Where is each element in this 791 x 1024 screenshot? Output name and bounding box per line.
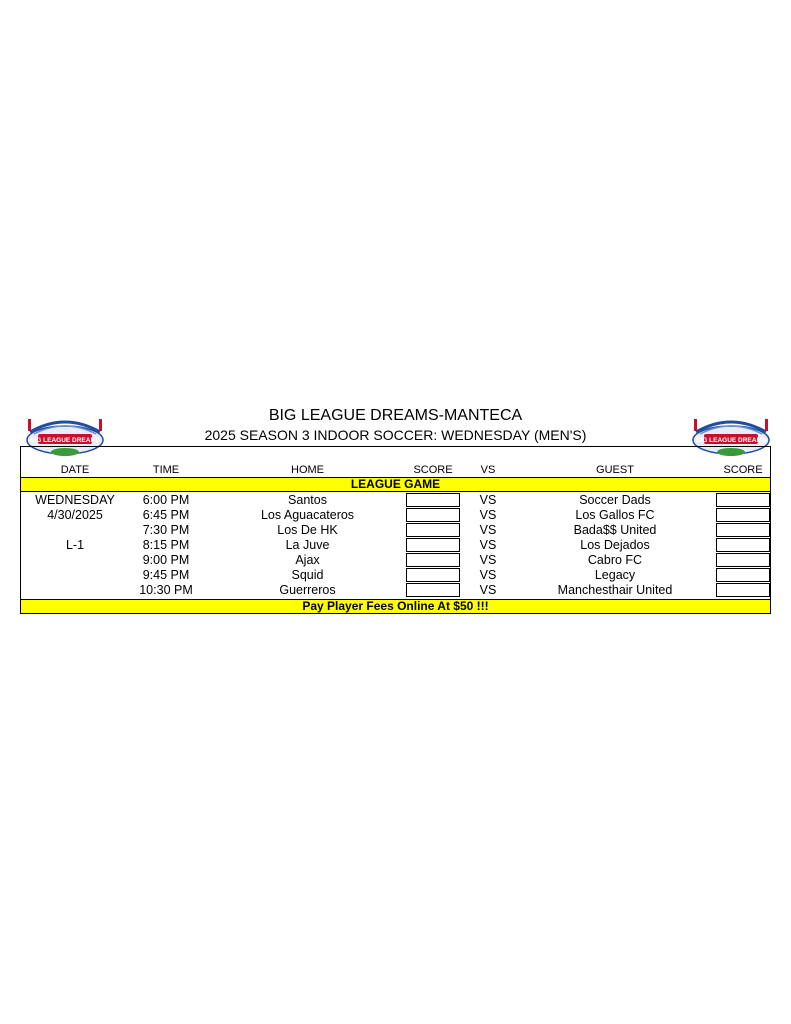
col-header-home-score: SCORE [413, 464, 453, 476]
col-header-time: TIME [152, 464, 180, 476]
home-score-box[interactable] [406, 538, 460, 552]
guest-team: Cabro FC [587, 553, 643, 567]
game-time: 9:45 PM [142, 568, 190, 582]
vs-label: VS [479, 583, 497, 597]
home-score-box[interactable] [406, 508, 460, 522]
game-time: 6:45 PM [142, 508, 190, 522]
vs-label: VS [479, 493, 497, 507]
vs-label: VS [479, 508, 497, 522]
home-team: Ajax [295, 553, 320, 567]
home-score-box[interactable] [406, 583, 460, 597]
game-time: 9:00 PM [142, 553, 190, 567]
guest-score-box[interactable] [716, 568, 770, 582]
field-label: L-1 [65, 538, 85, 552]
vs-label: VS [479, 568, 497, 582]
guest-score-box[interactable] [716, 553, 770, 567]
home-score-box[interactable] [406, 568, 460, 582]
guest-score-box[interactable] [716, 583, 770, 597]
guest-team: Soccer Dads [579, 493, 651, 507]
vs-label: VS [479, 538, 497, 552]
guest-score-box[interactable] [716, 508, 770, 522]
vs-label: VS [479, 523, 497, 537]
home-team: Santos [288, 493, 327, 507]
vs-label: VS [479, 553, 497, 567]
date-day: WEDNESDAY [35, 493, 115, 507]
home-team: Guerreros [279, 583, 336, 597]
col-header-date: DATE [60, 464, 90, 476]
section-label-league-game: LEAGUE GAME [21, 477, 770, 492]
home-score-box[interactable] [406, 523, 460, 537]
col-header-guest: GUEST [596, 464, 634, 476]
home-score-box[interactable] [406, 553, 460, 567]
guest-team: Legacy [594, 568, 636, 582]
home-team: La Juve [285, 538, 330, 552]
col-header-home: HOME [291, 464, 324, 476]
page-title: BIG LEAGUE DREAMS-MANTECA [268, 407, 523, 424]
guest-score-box[interactable] [716, 493, 770, 507]
guest-team: Bada$$ United [573, 523, 657, 537]
guest-team: Los Dejados [580, 538, 650, 552]
home-team: Los Aguacateros [260, 508, 355, 522]
game-time: 8:15 PM [142, 538, 190, 552]
home-team: Squid [291, 568, 324, 582]
footer-notice: Pay Player Fees Online At $50 !!! [21, 599, 770, 614]
guest-team: Los Gallos FC [575, 508, 655, 522]
guest-score-box[interactable] [716, 538, 770, 552]
home-score-box[interactable] [406, 493, 460, 507]
col-header-guest-score: SCORE [723, 464, 763, 476]
game-time: 6:00 PM [142, 493, 190, 507]
home-team: Los De HK [277, 523, 338, 537]
game-time: 7:30 PM [142, 523, 190, 537]
date-value: 4/30/2025 [47, 508, 103, 522]
game-time: 10:30 PM [139, 583, 193, 597]
svg-text:BIG LEAGUE DREAMS: BIG LEAGUE DREAMS [29, 437, 101, 444]
col-header-vs: VS [480, 464, 496, 476]
page-subtitle: 2025 SEASON 3 INDOOR SOCCER: WEDNESDAY (MEN'S) [204, 427, 587, 443]
svg-text:BIG LEAGUE DREAMS: BIG LEAGUE DREAMS [695, 437, 767, 444]
guest-team: Manchesthair United [557, 583, 673, 597]
guest-score-box[interactable] [716, 523, 770, 537]
